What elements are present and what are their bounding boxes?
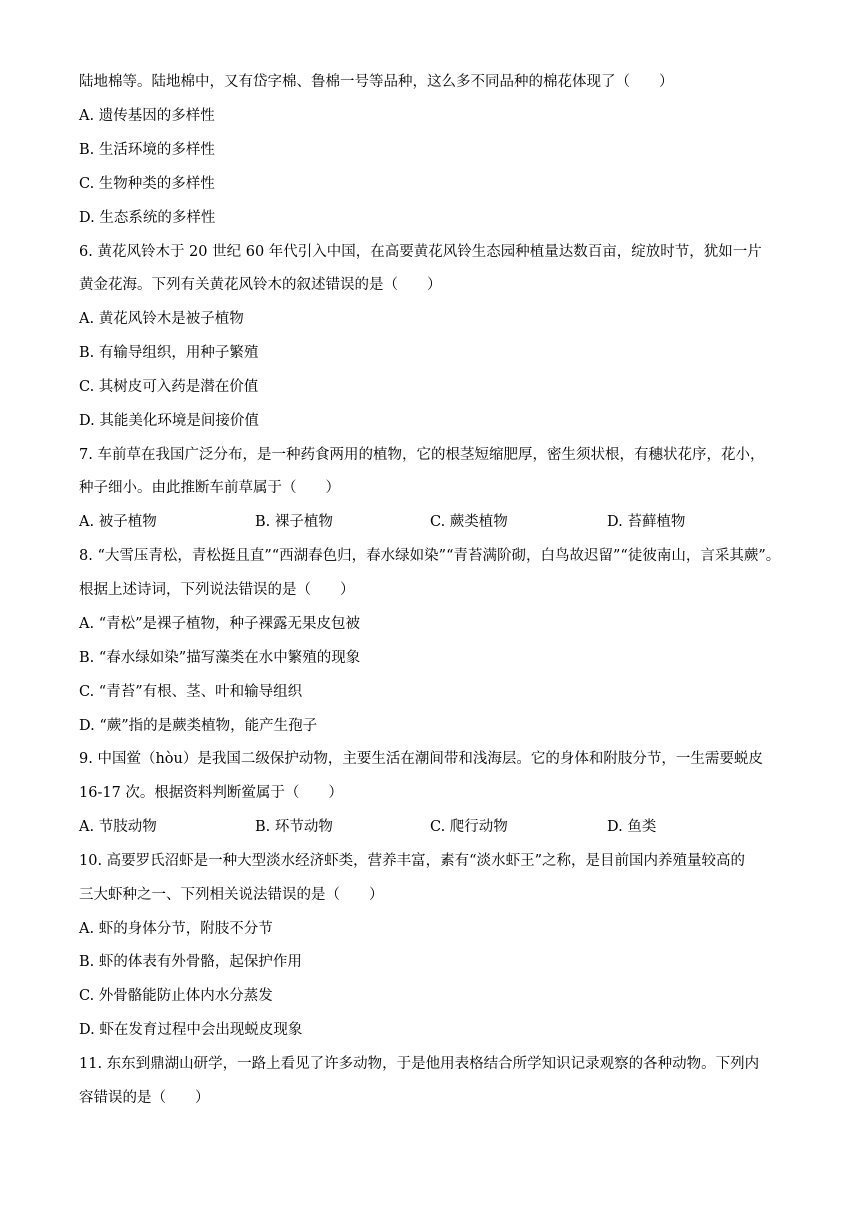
- q6-stem-line2: 黄金花海。下列有关黄花风铃木的叙述错误的是（ ）: [79, 277, 442, 293]
- q6-stem-line1: 6. 黄花风铃木于 20 世纪 60 年代引入中国，在高要黄花风铃生态园种植量达数百亩，绽放时节，犹如一片: [79, 244, 762, 260]
- q6-option-a: A. 黄花风铃木是被子植物: [79, 311, 244, 327]
- q7-option-a: A. 被子植物: [79, 514, 157, 530]
- q7-stem-line2: 种子细小。由此推断车前草属于（ ）: [79, 480, 340, 496]
- q7-stem-line1: 7. 车前草在我国广泛分布，是一种药食两用的植物，它的根茎短缩肥厚，密生须状根，有穗状花序，花小，: [79, 447, 765, 463]
- q7-option-b: B. 裸子植物: [255, 514, 333, 530]
- q10-option-c: C. 外骨骼能防止体内水分蒸发: [79, 988, 273, 1004]
- q5-option-c: C. 生物种类的多样性: [79, 176, 215, 192]
- q10-option-a: A. 虾的身体分节，附肢不分节: [79, 921, 273, 937]
- q10-stem-line2: 三大虾种之一、下列相关说法错误的是（ ）: [79, 887, 384, 903]
- q5-option-a: A. 遗传基因的多样性: [79, 108, 215, 124]
- q9-stem-line2: 16-17 次。根据资料判断鲎属于（ ）: [79, 785, 343, 801]
- q6-option-b: B. 有输导组织，用种子繁殖: [79, 345, 259, 361]
- q9-option-c: C. 爬行动物: [430, 819, 508, 835]
- q5-option-d: D. 生态系统的多样性: [79, 210, 216, 226]
- q8-option-c: C. “青苔”有根、茎、叶和输导组织: [79, 684, 303, 700]
- q7-option-c: C. 蕨类植物: [430, 514, 508, 530]
- q8-option-a: A. “青松”是裸子植物，种子裸露无果皮包被: [79, 616, 361, 632]
- q6-option-c: C. 其树皮可入药是潜在价值: [79, 379, 259, 395]
- q5-stem-continued: 陆地棉等。陆地棉中，又有岱字棉、鲁棉一号等品种，这么多不同品种的棉花体现了（ ）: [79, 74, 674, 90]
- q8-option-d: D. “蕨”指的是蕨类植物，能产生孢子: [79, 718, 318, 734]
- q9-option-b: B. 环节动物: [255, 819, 333, 835]
- q10-option-d: D. 虾在发育过程中会出现蜕皮现象: [79, 1022, 303, 1038]
- q8-stem-line1: 8. “大雪压青松，青松挺且直”“西湖春色归，春水绿如染”“青苔满阶砌，白鸟故迟留”“徒彼南山，言采其蕨”。: [79, 548, 781, 564]
- q10-stem-line1: 10. 高要罗氏沼虾是一种大型淡水经济虾类，营养丰富，素有“淡水虾王”之称，是目前国内养殖量较高的: [79, 853, 745, 869]
- q8-option-b: B. “春水绿如染”描写藻类在水中繁殖的现象: [79, 650, 361, 666]
- q5-option-b: B. 生活环境的多样性: [79, 142, 215, 158]
- q6-option-d: D. 其能美化环境是间接价值: [79, 413, 259, 429]
- q8-stem-line2: 根据上述诗词，下列说法错误的是（ ）: [79, 582, 355, 598]
- q11-stem-line2: 容错误的是（ ）: [79, 1090, 210, 1106]
- q11-stem-line1: 11. 东东到鼎湖山研学，一路上看见了许多动物，于是他用表格结合所学知识记录观察的各种动物。下列内: [79, 1056, 760, 1072]
- q9-option-d: D. 鱼类: [607, 819, 657, 835]
- q9-option-a: A. 节肢动物: [79, 819, 157, 835]
- q10-option-b: B. 虾的体表有外骨骼，起保护作用: [79, 954, 302, 970]
- q9-stem-line1: 9. 中国鲎（hòu）是我国二级保护动物，主要生活在潮间带和浅海层。它的身体和附肢分节，一生需要蜕皮: [79, 751, 763, 767]
- q7-option-d: D. 苔藓植物: [607, 514, 686, 530]
